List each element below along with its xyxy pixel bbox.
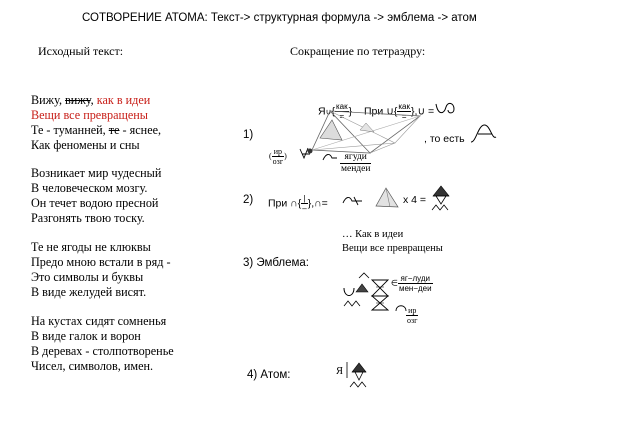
page-title: СОТВОРЕНИЕ АТОМА: Текст-> структурная формула -> эмблема -> атом bbox=[82, 12, 477, 24]
step-4-label: 4) Атом: bbox=[247, 369, 291, 381]
poem-line-7: Он течет водою пресной bbox=[31, 196, 159, 210]
step-1-ya-formula: Я∪{ $\frac{\text{как}}{=}$ } bbox=[318, 102, 353, 121]
step-2-emblem-icon bbox=[430, 184, 452, 214]
step-2-x4: x 4 = bbox=[403, 194, 427, 206]
poem-line-3: Те - туманней, те - яснее, bbox=[31, 123, 162, 137]
wave-tail-glyph-icon bbox=[470, 122, 500, 146]
step-1-yagudi-mendei: $\frac{\text{ягуди}}{\text{мендеи}}$ bbox=[341, 152, 371, 174]
poem-line-2: Вещи все превращены bbox=[31, 108, 148, 122]
step-1-label: 1) bbox=[243, 129, 254, 141]
step-2-glyph-icon bbox=[342, 193, 364, 207]
step-1-to-est: , то есть bbox=[424, 133, 465, 145]
poem-line-13: На кустах сидят сомненья bbox=[31, 314, 167, 328]
poem-line-11: Это символы и буквы bbox=[31, 270, 144, 284]
step-3-ir-ozg: $\frac{ир}{\text{озг}}$ bbox=[407, 306, 418, 325]
poem-line-1: Вижу, вижу, как в идеи bbox=[31, 93, 151, 107]
emblem-figure bbox=[342, 278, 390, 312]
reduction-heading: Сокращение по тетраэдру: bbox=[290, 44, 426, 58]
poem-line-4: Как феномены и сны bbox=[31, 138, 140, 152]
step-1-pri-formula: При ∪{ $\frac{\text{как}}{=}$ },∪ = bbox=[364, 102, 435, 121]
source-text-heading: Исходный текст: bbox=[38, 44, 124, 58]
poem-line-15: В деревах - столпотворенье bbox=[31, 344, 174, 358]
emblem-top-mark-icon bbox=[358, 272, 370, 280]
poem-line-14: В виде галок и ворон bbox=[31, 329, 141, 343]
poem-line-16: Чисел, символов, имен. bbox=[31, 359, 154, 373]
quote-line-1: … Как в идеи bbox=[342, 229, 404, 240]
scribble-icon bbox=[298, 146, 314, 160]
step-3-yag-men: ∈ $\frac{\text{яг−луди}}{\text{мен−деи}}$ bbox=[391, 274, 432, 293]
step-2-label: 2) bbox=[243, 194, 254, 206]
poem-line-6: В человеческом мозгу. bbox=[31, 181, 148, 195]
glyph-mark-icon bbox=[322, 152, 338, 162]
poem-line-10: Предо мною встали в ряд - bbox=[31, 255, 171, 269]
step-4-ya: Я bbox=[336, 366, 344, 377]
step-1-ir-ozg: ( $\frac{ир}{\text{озг}}$ ) bbox=[269, 147, 287, 166]
poem-line-8: Разгонять твою тоску. bbox=[31, 211, 145, 225]
poem-line-12: В виде желудей висят. bbox=[31, 285, 147, 299]
poem-line-9: Те не ягоды не клюквы bbox=[31, 240, 151, 254]
small-tetrahedron-icon bbox=[374, 186, 400, 210]
step-2-formula: При ∩{ $\frac{|}{-}$ },∩= bbox=[268, 194, 328, 213]
step-3-label: 3) Эмблема: bbox=[243, 257, 310, 269]
atom-emblem-icon bbox=[346, 360, 374, 390]
quote-line-2: Вещи все превращены bbox=[342, 243, 443, 254]
poem-line-5: Возникает мир чудесный bbox=[31, 166, 162, 180]
